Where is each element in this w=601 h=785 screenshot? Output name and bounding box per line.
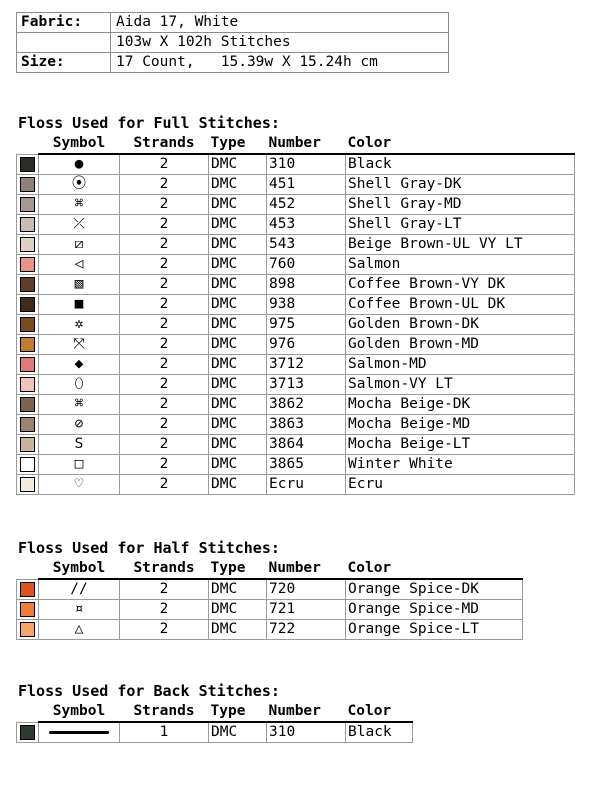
column-header-symbol: Symbol: [39, 702, 120, 722]
stitch-symbol-icon: ⬯: [39, 375, 120, 395]
cell-strands: 2: [120, 415, 209, 435]
stitch-symbol-icon: ⊘: [39, 415, 120, 435]
cell-type: DMC: [209, 475, 267, 495]
table-row: [17, 415, 575, 435]
color-swatch: [20, 602, 35, 617]
color-swatch-cell: [17, 175, 39, 195]
color-swatch: [20, 457, 35, 472]
cell-type: DMC: [209, 455, 267, 475]
cell-color: Salmon-MD: [346, 355, 575, 375]
back-stitches-table: [16, 702, 413, 743]
column-header-strands: Strands: [120, 702, 209, 722]
cell-strands: 2: [120, 455, 209, 475]
cell-type: DMC: [209, 620, 267, 640]
color-swatch-cell: [17, 215, 39, 235]
cell-type: DMC: [209, 195, 267, 215]
column-header-swatch: [17, 702, 39, 722]
cell-strands: 2: [120, 475, 209, 495]
blank-label: [17, 33, 111, 53]
column-header-strands: Strands: [120, 559, 209, 579]
color-swatch-cell: [17, 375, 39, 395]
cell-number: 3865: [267, 455, 346, 475]
cell-color: Black: [346, 722, 413, 743]
cell-strands: 2: [120, 335, 209, 355]
cell-number: 721: [267, 600, 346, 620]
stitch-symbol-icon: ◁: [39, 255, 120, 275]
column-header-type: Type: [209, 559, 267, 579]
color-swatch: [20, 417, 35, 432]
half-stitches-table: [16, 559, 523, 640]
cell-color: Ecru: [346, 475, 575, 495]
column-header-swatch: [17, 134, 39, 154]
cell-number: 938: [267, 295, 346, 315]
color-swatch-cell: [17, 722, 39, 743]
cell-number: 975: [267, 315, 346, 335]
cell-type: DMC: [209, 255, 267, 275]
color-swatch-cell: [17, 475, 39, 495]
stitches-value: 103w X 102h Stitches: [111, 33, 449, 53]
column-header-color: Color: [346, 559, 523, 579]
cell-type: DMC: [209, 295, 267, 315]
cell-number: 898: [267, 275, 346, 295]
color-swatch: [20, 725, 35, 740]
color-swatch: [20, 337, 35, 352]
color-swatch: [20, 437, 35, 452]
column-header-type: Type: [209, 134, 267, 154]
color-swatch-cell: [17, 315, 39, 335]
cell-number: 3863: [267, 415, 346, 435]
cell-type: DMC: [209, 375, 267, 395]
cell-strands: 2: [120, 255, 209, 275]
cell-strands: 2: [120, 315, 209, 335]
color-swatch-cell: [17, 275, 39, 295]
cell-number: 3713: [267, 375, 346, 395]
stitch-symbol-icon: ⤧: [39, 335, 120, 355]
color-swatch-cell: [17, 355, 39, 375]
column-header-type: Type: [209, 702, 267, 722]
cell-strands: 1: [120, 722, 209, 743]
color-swatch-cell: [17, 154, 39, 175]
cell-number: 722: [267, 620, 346, 640]
cell-number: 310: [267, 722, 346, 743]
cell-strands: 2: [120, 435, 209, 455]
cell-number: 452: [267, 195, 346, 215]
cell-type: DMC: [209, 415, 267, 435]
cell-color: Mocha Beige-MD: [346, 415, 575, 435]
column-header-swatch: [17, 559, 39, 579]
cell-type: DMC: [209, 215, 267, 235]
cell-color: Mocha Beige-DK: [346, 395, 575, 415]
cell-color: Orange Spice-LT: [346, 620, 523, 640]
color-swatch-cell: [17, 295, 39, 315]
cell-strands: 2: [120, 215, 209, 235]
cell-strands: 2: [120, 375, 209, 395]
column-header-symbol: Symbol: [39, 559, 120, 579]
stitch-symbol-icon: ♡: [39, 475, 120, 495]
column-header-strands: Strands: [120, 134, 209, 154]
color-swatch: [20, 217, 35, 232]
backstitch-line-icon: [39, 722, 120, 743]
cell-strands: 2: [120, 175, 209, 195]
cell-strands: 2: [120, 395, 209, 415]
column-header-number: Number: [267, 559, 346, 579]
half-stitches-title: Floss Used for Half Stitches:: [18, 539, 280, 557]
cell-color: Winter White: [346, 455, 575, 475]
table-row: [17, 722, 413, 743]
stitch-symbol-icon: ▧: [39, 275, 120, 295]
color-swatch: [20, 357, 35, 372]
column-header-color: Color: [346, 702, 413, 722]
color-swatch-cell: [17, 195, 39, 215]
color-swatch: [20, 257, 35, 272]
cell-color: Black: [346, 154, 575, 175]
stitch-symbol-icon: ⤫: [39, 215, 120, 235]
color-swatch: [20, 622, 35, 637]
fabric-label: Fabric:: [17, 13, 111, 33]
table-row: [17, 335, 575, 355]
cell-strands: 2: [120, 295, 209, 315]
stitch-symbol-icon: △: [39, 620, 120, 640]
cell-type: DMC: [209, 335, 267, 355]
table-row: [17, 255, 575, 275]
cell-number: 451: [267, 175, 346, 195]
table-row: [17, 275, 575, 295]
stitch-symbol-icon: ⌘: [39, 395, 120, 415]
color-swatch: [20, 237, 35, 252]
table-row: [17, 154, 575, 175]
cell-color: Golden Brown-MD: [346, 335, 575, 355]
stitch-symbol-icon: ⧄: [39, 235, 120, 255]
stitch-symbol-icon: S: [39, 435, 120, 455]
cell-color: Coffee Brown-UL DK: [346, 295, 575, 315]
color-swatch: [20, 317, 35, 332]
cell-type: DMC: [209, 275, 267, 295]
color-swatch: [20, 177, 35, 192]
cell-number: 3864: [267, 435, 346, 455]
color-swatch-cell: [17, 435, 39, 455]
color-swatch: [20, 297, 35, 312]
cell-strands: 2: [120, 355, 209, 375]
color-swatch: [20, 197, 35, 212]
cell-type: DMC: [209, 175, 267, 195]
table-row: [17, 579, 523, 600]
color-swatch-cell: [17, 620, 39, 640]
size-label: Size:: [17, 53, 111, 73]
column-header-number: Number: [267, 702, 346, 722]
color-swatch: [20, 377, 35, 392]
color-swatch-cell: [17, 579, 39, 600]
color-swatch-cell: [17, 235, 39, 255]
cell-color: Golden Brown-DK: [346, 315, 575, 335]
color-swatch-cell: [17, 255, 39, 275]
column-header-symbol: Symbol: [39, 134, 120, 154]
back-stitches-title: Floss Used for Back Stitches:: [18, 682, 280, 700]
color-swatch-cell: [17, 415, 39, 435]
cell-strands: 2: [120, 235, 209, 255]
table-row: [17, 475, 575, 495]
table-header-row: [17, 134, 575, 154]
cell-color: Orange Spice-DK: [346, 579, 523, 600]
cell-number: 760: [267, 255, 346, 275]
cell-color: Shell Gray-MD: [346, 195, 575, 215]
color-swatch: [20, 582, 35, 597]
table-row: [17, 355, 575, 375]
cell-color: Beige Brown-UL VY LT: [346, 235, 575, 255]
column-header-color: Color: [346, 134, 575, 154]
stitch-symbol-icon: ■: [39, 295, 120, 315]
table-row: [17, 375, 575, 395]
cell-color: Coffee Brown-VY DK: [346, 275, 575, 295]
table-row: [17, 295, 575, 315]
cell-type: DMC: [209, 600, 267, 620]
color-swatch-cell: [17, 335, 39, 355]
color-swatch: [20, 477, 35, 492]
cell-number: 543: [267, 235, 346, 255]
cell-number: 3712: [267, 355, 346, 375]
stitch-symbol-icon: ✲: [39, 315, 120, 335]
cell-strands: 2: [120, 275, 209, 295]
stitch-symbol-icon: □: [39, 455, 120, 475]
table-header-row: [17, 559, 523, 579]
cell-strands: 2: [120, 195, 209, 215]
fabric-value: Aida 17, White: [111, 13, 449, 33]
table-row: [17, 620, 523, 640]
table-row: [17, 175, 575, 195]
color-swatch: [20, 277, 35, 292]
cell-number: 310: [267, 154, 346, 175]
table-header-row: [17, 702, 413, 722]
cell-number: Ecru: [267, 475, 346, 495]
cell-strands: 2: [120, 154, 209, 175]
cell-color: Mocha Beige-LT: [346, 435, 575, 455]
table-row: [17, 600, 523, 620]
cell-type: DMC: [209, 315, 267, 335]
table-row: [17, 435, 575, 455]
fabric-info-table: [16, 12, 449, 73]
cell-strands: 2: [120, 600, 209, 620]
cell-strands: 2: [120, 620, 209, 640]
color-swatch: [20, 157, 35, 172]
table-row: [17, 455, 575, 475]
cell-type: DMC: [209, 579, 267, 600]
stitch-symbol-icon: //: [39, 579, 120, 600]
color-swatch-cell: [17, 455, 39, 475]
table-row: [17, 195, 575, 215]
cell-type: DMC: [209, 435, 267, 455]
color-swatch: [20, 397, 35, 412]
stitch-symbol-icon: ◆: [39, 355, 120, 375]
full-stitches-table: [16, 134, 575, 495]
cell-color: Shell Gray-LT: [346, 215, 575, 235]
cell-type: DMC: [209, 722, 267, 743]
size-value: 17 Count, 15.39w X 15.24h cm: [111, 53, 449, 73]
cell-color: Shell Gray-DK: [346, 175, 575, 195]
cell-color: Salmon-VY LT: [346, 375, 575, 395]
color-swatch-cell: [17, 395, 39, 415]
cell-color: Salmon: [346, 255, 575, 275]
cell-type: DMC: [209, 154, 267, 175]
cell-color: Orange Spice-MD: [346, 600, 523, 620]
cell-type: DMC: [209, 395, 267, 415]
cell-number: 976: [267, 335, 346, 355]
color-swatch-cell: [17, 600, 39, 620]
cell-number: 720: [267, 579, 346, 600]
column-header-number: Number: [267, 134, 346, 154]
table-row: [17, 395, 575, 415]
full-stitches-title: Floss Used for Full Stitches:: [18, 114, 280, 132]
table-row: [17, 235, 575, 255]
table-row: [17, 315, 575, 335]
stitch-symbol-icon: ¤: [39, 600, 120, 620]
cell-number: 3862: [267, 395, 346, 415]
stitch-symbol-icon: ⦿: [39, 175, 120, 195]
stitch-symbol-icon: ⌘: [39, 195, 120, 215]
cell-number: 453: [267, 215, 346, 235]
backstitch-line: [49, 731, 109, 734]
cell-type: DMC: [209, 235, 267, 255]
table-row: [17, 215, 575, 235]
cell-strands: 2: [120, 579, 209, 600]
stitch-symbol-icon: ●: [39, 154, 120, 175]
cell-type: DMC: [209, 355, 267, 375]
